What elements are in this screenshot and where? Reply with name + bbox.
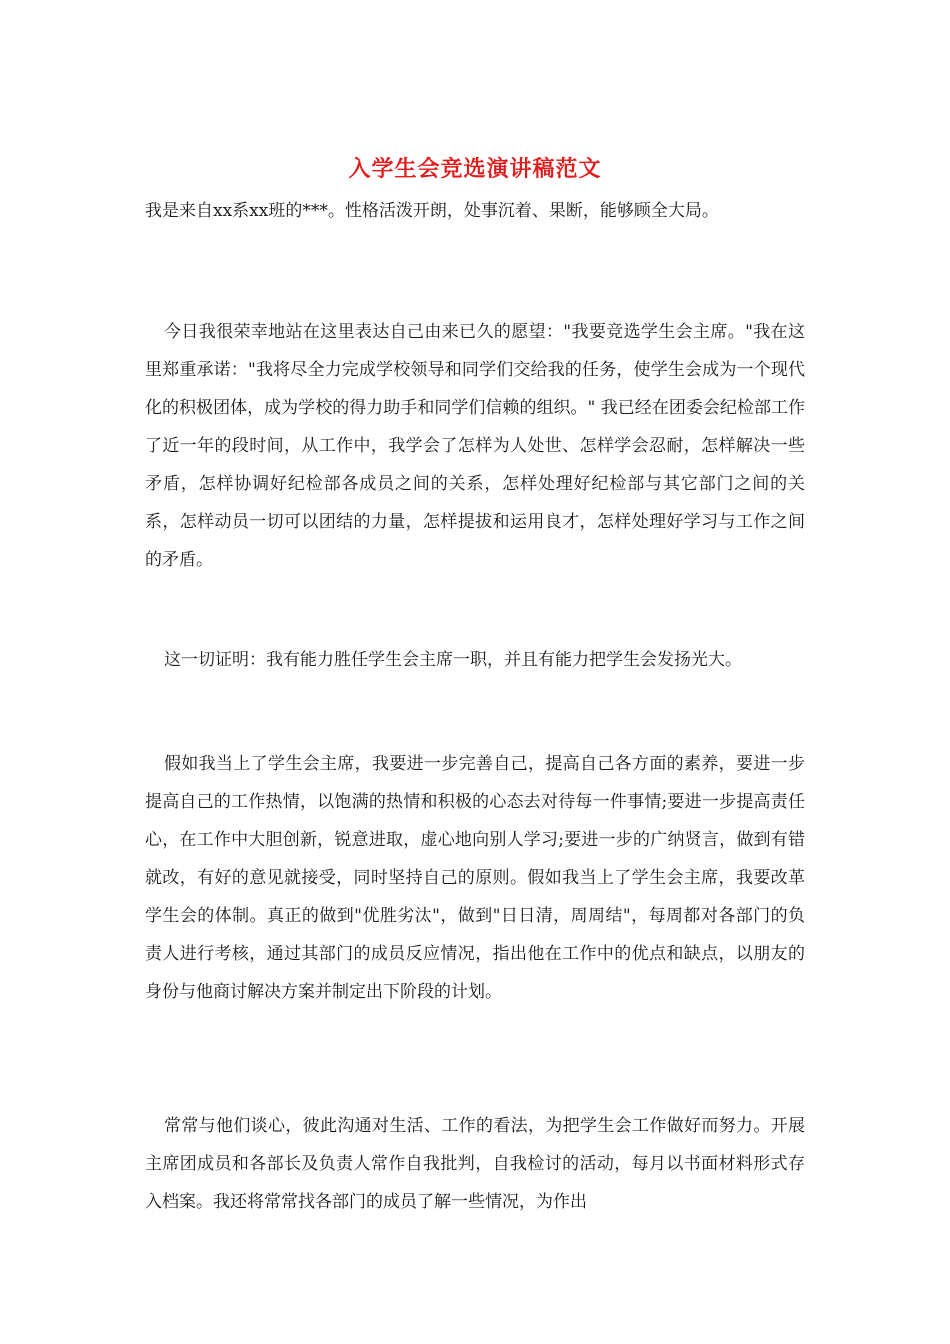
body-paragraph: 常常与他们谈心，彼此沟通对生活、工作的看法，为把学生会工作做好而努力。开展主席团成员和各部长及负责人常作自我批判，自我检讨的活动，每月以书面材料形式存入档案。我还将常常找各部门的成员了解一些情况，为作出 xyxy=(145,1116,805,1212)
body-paragraph: 假如我当上了学生会主席，我要进一步完善自己，提高自己各方面的素养，要进一步提高自己的工作热情，以饱满的热情和积极的心态去对待每一件事情;要进一步提高责任心，在工作中大胆创新，锐意进取，虚心地向别人学习;要进一步的广纳贤言，做到有错就改，有好的意见就接受，同时坚持自己的原则。假如我当上了学生会主席，我要改革学生会的体制。真正的做到"优胜劣汰"，做到"日日清，周周结"，每周都对各部门的负责人进行考核，通过其部门的成员反应情况，指出他在工作中的优点和缺点，以朋友的身份与他商讨解决方案并制定出下阶段的计划。 xyxy=(145,754,805,1002)
body-paragraph: 这一切证明：我有能力胜任学生会主席一职，并且有能力把学生会发扬光大。 xyxy=(164,650,742,670)
body-paragraph: 今日我很荣幸地站在这里表达自己由来已久的愿望："我要竞选学生会主席。"我在这里郑重承诺："我将尽全力完成学校领导和同学们交给我的任务，使学生会成为一个现代化的积极团体，成为学校的得力助手和同学们信赖的组织。" 我已经在团委会纪检部工作了近一年的段时间，从工作中，我学会了怎样为人处世、怎样学会忍耐，怎样解决一些矛盾，怎样协调好纪检部各成员之间的关系，怎样处理好纪检部与其它部门之间的关系，怎样动员一切可以团结的力量，怎样提拔和运用良才，怎样处理好学习与工作之间的矛盾。 xyxy=(145,322,805,570)
document-title: 入学生会竞选演讲稿范文 xyxy=(348,156,602,182)
intro-paragraph: 我是来自xx系xx班的***。性格活泼开朗，处事沉着、果断，能够顾全大局。 xyxy=(145,201,719,221)
